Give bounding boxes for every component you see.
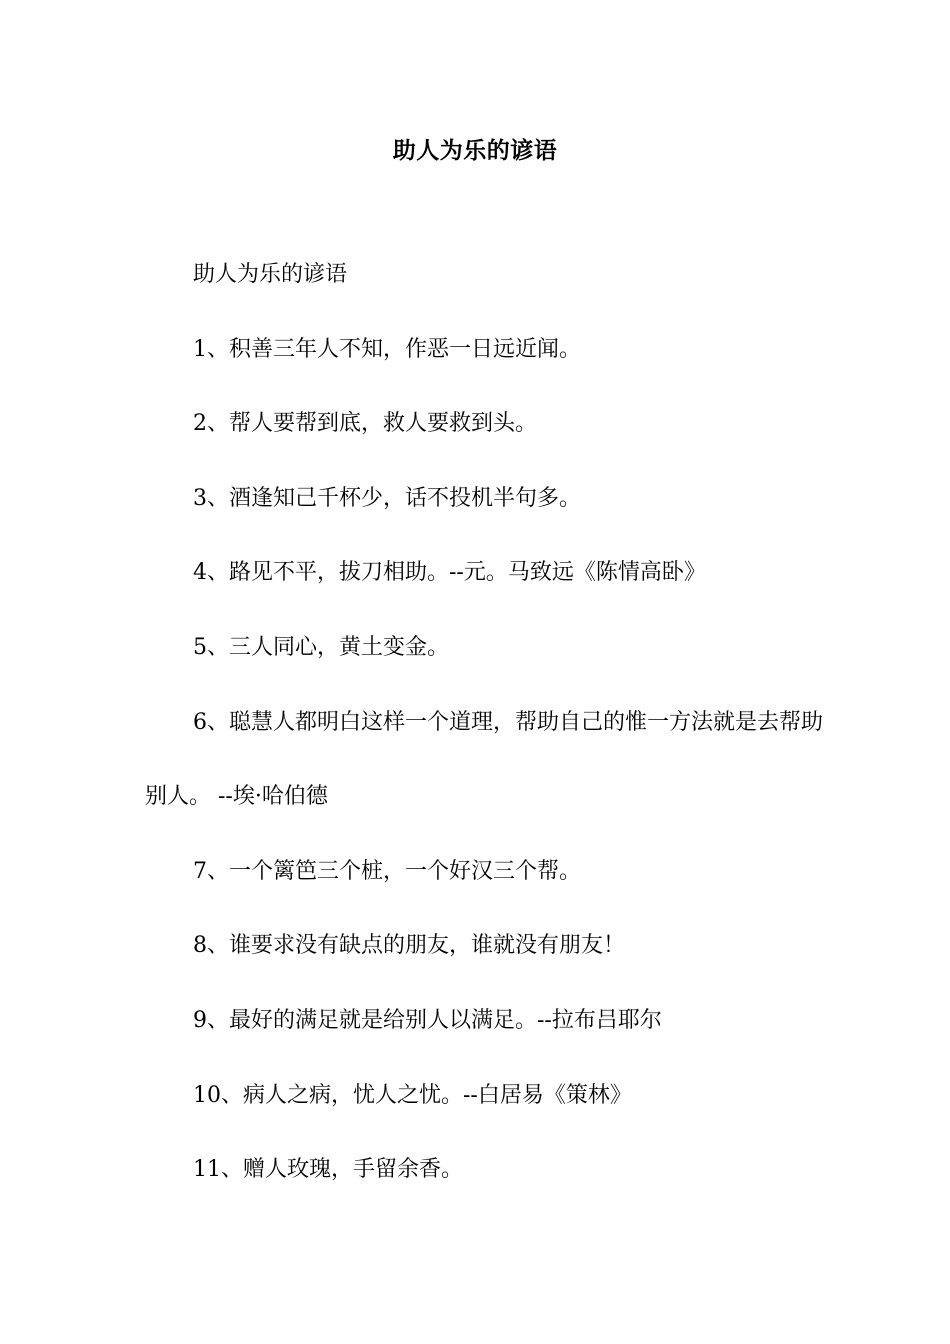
- proverb-item: 5、三人同心，黄土变金。: [193, 634, 449, 660]
- proverb-item: 2、帮人要帮到底，救人要救到头。: [193, 411, 537, 437]
- proverb-item: 8、谁要求没有缺点的朋友，谁就没有朋友！: [193, 933, 625, 959]
- proverb-item: 7、一个篱笆三个桩，一个好汉三个帮。: [193, 858, 581, 884]
- proverb-item: 1、积善三年人不知，作恶一日远近闻。: [193, 336, 581, 362]
- proverb-item: 3、酒逢知己千杯少，话不投机半句多。: [193, 485, 581, 511]
- proverb-item: 9、最好的满足就是给别人以满足。--拉布吕耶尔: [193, 1007, 662, 1033]
- proverb-item: 4、路见不平，拔刀相助。--元。马致远《陈情高卧》: [193, 560, 706, 586]
- proverb-item: 6、聪慧人都明白这样一个道理，帮助自己的惟一方法就是去帮助别人。 --埃·哈伯德: [145, 709, 823, 810]
- document-title: 助人为乐的谚语: [392, 138, 558, 164]
- proverb-item: 10、病人之病，忧人之忧。--白居易《策林》: [193, 1082, 632, 1108]
- paragraph-heading: 助人为乐的谚语: [193, 262, 348, 287]
- proverb-item: 11、赠人玫瑰，手留余香。: [193, 1157, 463, 1183]
- document-body: [145, 256, 825, 1226]
